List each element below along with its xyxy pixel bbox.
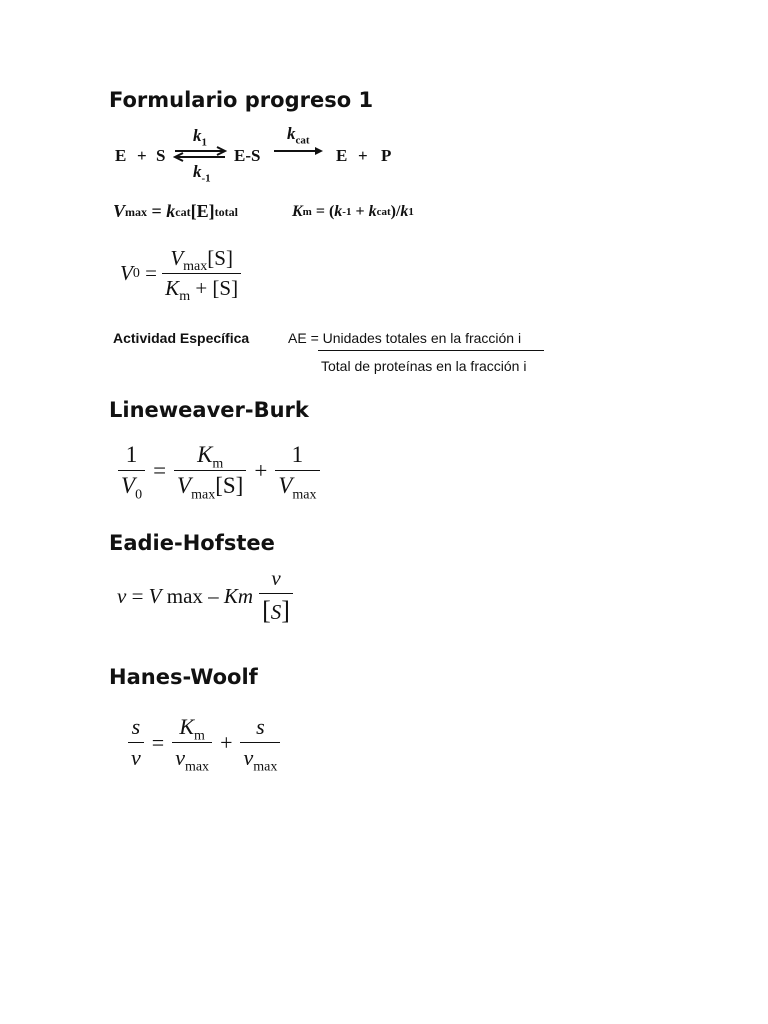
hanes-woolf-equation: $\frac{s}{v}$ = $\frac{K_m}{v_{max}}$ + $\frac{s}{v_{max}}$: [128, 714, 280, 771]
eadie-hofstee-equation: v = V max – Km $\frac{v}{[S]}$: [117, 566, 293, 626]
product-p: P: [381, 146, 392, 165]
complex-es: E-S: [234, 146, 261, 165]
equilibrium-arrows-icon: [173, 146, 229, 162]
page-title: Formulario progreso 1: [109, 88, 374, 112]
substrate-s: S: [156, 146, 166, 165]
forward-arrow-icon: [273, 146, 325, 156]
reaction-scheme: [113, 124, 403, 186]
eadie-hofstee-heading: Eadie-Hofstee: [109, 531, 275, 555]
specific-activity-denominator: Total de proteínas en la fracción i: [321, 358, 527, 374]
enzyme-e: E: [115, 146, 127, 165]
specific-activity-ae: AE = Unidades totales en la fracción i: [288, 330, 522, 346]
lineweaver-burk-equation: $\frac{1}{V_0}$ = $\frac{K_m}{V_{max}[S]}$ + $\frac{1}{V_{max}}$: [118, 442, 320, 499]
lineweaver-burk-heading: Lineweaver-Burk: [109, 398, 309, 422]
rate-k1: $k_1$: [193, 126, 207, 149]
michaelis-menten-equation: V 0 = $\frac{V_{max}[S]}{K_m + [S]}$: [120, 246, 241, 301]
km-equation: K m = ( k -1 + k cat )/ k 1: [292, 203, 414, 220]
plus-sign: +: [137, 146, 147, 165]
rate-k-1: $k_{-1}$: [193, 162, 211, 185]
vmax-equation: V max = k cat [E] total: [113, 201, 238, 221]
hanes-woolf-heading: Hanes-Woolf: [109, 665, 258, 689]
fraction-bar: [318, 350, 544, 351]
enzyme-e-product: E: [336, 146, 348, 165]
specific-activity-label: Actividad Específica: [113, 330, 250, 346]
specific-activity-numerator: Unidades totales en la fracción i: [322, 330, 522, 346]
plus-sign-2: +: [358, 146, 368, 165]
rate-kcat: $k_{cat}$: [287, 124, 310, 147]
